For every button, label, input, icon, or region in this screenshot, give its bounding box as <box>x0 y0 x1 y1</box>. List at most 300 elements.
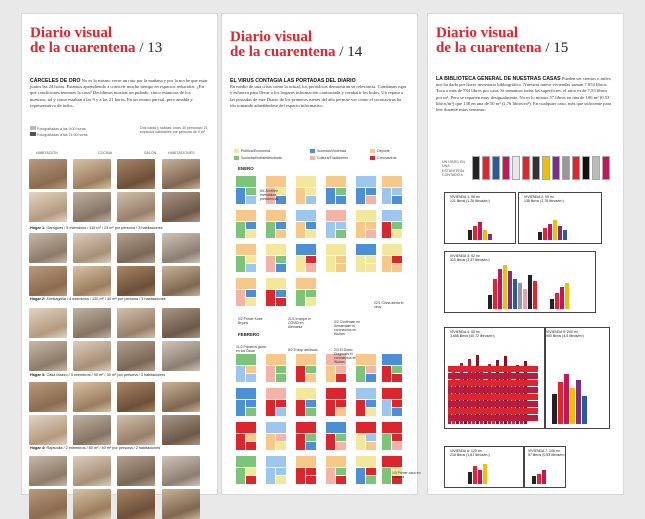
legend-swatch <box>310 149 315 153</box>
page-block <box>246 188 256 196</box>
front-page <box>236 456 256 484</box>
page-block <box>236 278 256 290</box>
legend-label: Sociedad/Infraestructuras <box>241 156 282 160</box>
room-photo <box>73 159 111 189</box>
page-block <box>276 290 286 298</box>
book-shelf-row <box>448 408 538 414</box>
front-page <box>236 244 256 272</box>
page-block <box>366 400 376 408</box>
front-page <box>356 176 376 204</box>
page-block <box>236 188 246 204</box>
page-block <box>366 222 376 230</box>
page-block <box>392 222 402 230</box>
front-page <box>356 210 376 238</box>
page-block <box>246 264 256 272</box>
page-block <box>382 244 402 256</box>
room-photo <box>162 382 200 412</box>
book-bar <box>523 289 527 309</box>
room-photo <box>117 192 155 222</box>
page-block <box>276 366 286 374</box>
month-label: ENERO <box>238 166 254 171</box>
front-page <box>326 210 346 238</box>
page-block <box>382 400 392 416</box>
front-page <box>356 388 376 416</box>
page-block <box>306 400 316 408</box>
room-photo <box>73 233 111 263</box>
page-block <box>246 476 256 484</box>
page-block <box>356 422 376 434</box>
front-page <box>296 456 316 484</box>
book-bar <box>548 224 552 240</box>
book-bar <box>537 474 541 484</box>
page-block <box>246 442 256 450</box>
page-block <box>336 442 346 450</box>
front-page <box>296 278 316 306</box>
book-spine <box>482 156 490 180</box>
column-header: HABITACIÓN <box>36 151 58 155</box>
front-page <box>266 244 286 272</box>
page-block <box>382 388 402 400</box>
book-bar <box>478 222 482 240</box>
book-spine <box>502 156 510 180</box>
page-block <box>296 222 306 238</box>
page-block <box>246 256 256 264</box>
page-block <box>306 290 316 298</box>
page-block <box>366 476 376 484</box>
room-photo <box>29 341 67 371</box>
room-photo <box>117 159 155 189</box>
page-block <box>266 434 276 450</box>
room-photo <box>117 382 155 412</box>
page-block <box>306 366 316 374</box>
page-block <box>336 196 346 204</box>
book-shelf-row <box>448 394 538 400</box>
page-block <box>356 456 376 468</box>
page-block <box>382 188 392 204</box>
page-block <box>336 264 346 272</box>
book-bar <box>468 472 472 484</box>
page-block <box>366 442 376 450</box>
page-block <box>296 468 306 484</box>
lead-paragraph: EL VIRUS CONTAGIA LAS PORTADAS DEL DIARIO En medio de una crisis como la actual, los periódicos demuestran su relevancia. Combinan rigor y esfuerzo para llevar a los hogares información contrastada y combatir los bulos. Un repaso a las portadas de este Diario de los primeros meses del año permite ver cómo el coronavirus ha ido tomando adueñándose del espacio informativo. <box>230 78 407 108</box>
legend-swatch <box>310 156 315 160</box>
page-block <box>382 366 392 382</box>
page-block <box>266 422 286 434</box>
page-block <box>276 264 286 272</box>
annotation: 3/2 Confirman en Amsterdam el coronavirus en Wuhan <box>334 320 361 336</box>
page-block <box>266 366 276 382</box>
front-page <box>266 278 286 306</box>
page-block <box>336 366 346 374</box>
book-bar <box>543 228 547 240</box>
book-bar <box>508 271 512 309</box>
front-page <box>326 456 346 484</box>
room-photo <box>29 233 67 263</box>
page-block <box>236 354 256 366</box>
book-bar <box>483 464 487 484</box>
page-block <box>236 388 256 400</box>
front-page <box>296 244 316 272</box>
page-block <box>336 476 346 484</box>
book-bar <box>570 388 575 424</box>
book-shelf-row <box>448 373 538 379</box>
page-block <box>306 468 316 476</box>
column-header: SALÓN <box>144 151 157 155</box>
page-block <box>366 256 376 264</box>
page-block <box>246 434 256 442</box>
page-block <box>236 256 246 272</box>
room-photo <box>117 233 155 263</box>
home-caption: Hogar 1: Garrigues / 5 miembros / 115 m² / 23 m² por persona / 3 habitaciones <box>30 226 163 230</box>
page-block <box>326 456 346 468</box>
page-block <box>236 290 246 306</box>
front-page <box>382 388 402 416</box>
room-photo <box>29 192 67 222</box>
front-page <box>296 176 316 204</box>
room-photo <box>29 415 67 445</box>
page-block <box>306 298 316 306</box>
page-block <box>356 176 376 188</box>
book-bar <box>473 226 477 240</box>
page-block <box>392 264 402 272</box>
page-block <box>382 422 402 434</box>
legend-swatch <box>234 156 239 160</box>
front-page <box>266 456 286 484</box>
book-bar <box>533 281 537 309</box>
page-block <box>296 256 306 272</box>
front-page <box>236 422 256 450</box>
page-block <box>336 468 346 476</box>
page-block <box>326 388 346 400</box>
page-block <box>326 434 336 450</box>
front-page <box>326 422 346 450</box>
page-block <box>266 400 276 416</box>
page-block <box>296 354 316 366</box>
home-name: VIVIENDA 1: 96 m² <box>450 195 480 199</box>
book-bar <box>488 234 492 240</box>
book-bar <box>513 279 517 309</box>
page-block <box>326 468 336 484</box>
page-block <box>392 408 402 416</box>
book-spine <box>602 156 610 180</box>
page-block <box>366 188 376 196</box>
room-photo <box>73 456 111 486</box>
page-block <box>392 374 402 382</box>
page-block <box>296 456 316 468</box>
legend-label: Deporte <box>377 149 390 153</box>
page-block <box>392 442 402 450</box>
page-block <box>236 210 256 222</box>
room-photo <box>73 341 111 371</box>
front-page <box>296 210 316 238</box>
home-detail: 57 libros (0,53 libros/m²) <box>528 453 566 457</box>
page-block <box>236 468 246 484</box>
room-photo <box>162 159 200 189</box>
page-block <box>266 468 276 484</box>
book-bar <box>503 265 507 309</box>
page-title: Diario visual de la cuarentena / 13 <box>30 25 163 56</box>
book-bar <box>528 275 532 309</box>
page-block <box>296 366 306 382</box>
page-block <box>392 366 402 374</box>
page-block <box>336 434 346 442</box>
front-page <box>236 388 256 416</box>
legend-label: Coronavirus <box>377 156 397 160</box>
book-spine <box>512 156 520 180</box>
front-page <box>236 176 256 204</box>
legend-label: Cultura/Tradiciones <box>317 156 349 160</box>
page-block <box>236 222 246 238</box>
page-block <box>296 176 316 188</box>
room-photo <box>29 456 67 486</box>
page-block <box>296 434 306 450</box>
room-photo <box>117 456 155 486</box>
page-block <box>296 244 316 256</box>
home-caption: Hogar 2: Ermitagaña / 4 miembros / 120 m² / 30 m² por persona / 3 habitaciones <box>30 297 166 301</box>
room-photo <box>117 308 155 338</box>
book-bar <box>542 470 546 484</box>
front-page <box>266 422 286 450</box>
page-title: Diario visual de la cuarentena / 15 <box>436 25 569 56</box>
page-block <box>392 400 402 408</box>
room-photo <box>73 489 111 519</box>
page-block <box>366 196 376 204</box>
front-page <box>236 278 256 306</box>
page-block <box>296 290 306 306</box>
column-header: COCINA <box>98 151 112 155</box>
page-block <box>366 374 376 382</box>
annotation: 21/1 Irrumpe el COVID en Alemania <box>288 317 311 329</box>
room-photo <box>162 233 200 263</box>
page-block <box>246 298 256 306</box>
page-block <box>382 434 392 450</box>
page-block <box>276 298 286 306</box>
page-block <box>236 244 256 256</box>
home-name: VIVIENDA 7: 106 m² <box>528 449 560 453</box>
book-bar <box>576 380 581 424</box>
page-block <box>266 354 286 366</box>
month-label: FEBRERO <box>238 332 260 337</box>
annotation: 8/1 Al rehén investidura presidencial <box>260 189 279 201</box>
room-photo <box>73 382 111 412</box>
page-block <box>382 256 392 272</box>
page-block <box>266 290 276 306</box>
front-page <box>382 210 402 238</box>
book-bar <box>478 470 482 484</box>
home-caption: Hogar 4: Rapsodia / 2 miembros / 80 m² / 40 m² por persona / 2 habitaciones <box>30 446 161 450</box>
home-caption: Hogar 3: Casa Mazzo / 3 miembros / 90 m² / 30 m² por persona / 3 habitaciones <box>30 373 166 377</box>
annotation: 21/2 Primeros gana en los Óscar <box>236 345 266 353</box>
page-block <box>266 256 276 272</box>
page-block <box>336 374 346 382</box>
front-page <box>236 354 256 382</box>
lead-paragraph: CÁRCELES DE ORO No es lo mismo verse un rato por la mañana y por la noche que estar juntos las 24 horas. Estamos aprendiendo a convivir mucho tiempo en espacios reducidos. ¿En qué condiciones tenemos la casa? Decidimos mostrar un puñado: cinco estancias de los nuestros, tal y como estaban a las 9 y a las 21 horas. En un retrato parcial, pero amable y representativo de todos. <box>30 78 208 108</box>
page-block <box>366 434 376 442</box>
room-photo <box>29 266 67 296</box>
page-block <box>326 422 346 434</box>
page-block <box>276 468 286 476</box>
page-block <box>276 222 286 230</box>
front-page <box>356 422 376 450</box>
page-block <box>276 230 286 238</box>
front-page <box>382 422 402 450</box>
page-block <box>382 222 392 238</box>
front-page <box>266 210 286 238</box>
page-block <box>236 366 246 382</box>
page-block <box>246 400 256 408</box>
page-block <box>356 388 376 400</box>
page-block <box>366 264 376 272</box>
page-block <box>236 400 246 416</box>
book-bar <box>563 230 567 240</box>
page-block <box>392 434 402 442</box>
book-bar <box>558 382 563 424</box>
page-block <box>336 256 346 264</box>
lead-paragraph: LA BIBLIOTECA GENERAL DE NUESTRAS CASAS Pueden ser cientos o miles, nos ha dado por hacer inventario bibliográfico. Nuestras nueve viviendas suman 7.054 libros. Toca a más de 784 libros por casa. Si sumamos todas las superficies, el ratio es de 7,55 libros por m². Pero se reparten muy desigualmente. No es lo mismo 57 libros en una de 106 m² (0,53 libros/m²) que 138 en una de 50 m² (2,76 libros/m²). En cualquier caso, más que suficiente para leer durante estas semanas. <box>436 76 612 113</box>
book-shelf-row <box>448 366 538 372</box>
page-block <box>356 434 366 450</box>
page-block <box>266 456 286 468</box>
page-block <box>356 210 376 222</box>
page-block <box>356 188 366 204</box>
book-bar <box>555 293 559 309</box>
room-photo <box>117 415 155 445</box>
book-shelf-row <box>448 401 538 407</box>
book-bar <box>538 232 542 240</box>
page-block <box>382 468 392 484</box>
home-name: VIVIENDA 6: 120 m² <box>450 449 482 453</box>
room-photo <box>29 382 67 412</box>
home-name: VIVIENDA 2: 50 m² <box>524 195 554 199</box>
annotation: 2/2 Primer Kobe Bryant <box>238 317 263 325</box>
book-spine <box>542 156 550 180</box>
page-block <box>326 188 336 204</box>
room-photo <box>162 192 200 222</box>
page-block <box>306 256 316 264</box>
page-block <box>306 188 316 196</box>
page-block <box>246 408 256 416</box>
page-block <box>382 210 402 222</box>
page-block <box>366 366 376 374</box>
book-bar <box>565 283 569 309</box>
legend-swatch <box>234 149 239 153</box>
legend-swatch <box>370 156 375 160</box>
page-block <box>236 176 256 188</box>
book-spine <box>532 156 540 180</box>
page-block <box>236 422 256 434</box>
page-block <box>392 188 402 196</box>
book-shelf-row <box>448 415 538 421</box>
page-block <box>296 388 316 400</box>
page-block <box>306 222 316 230</box>
page-block <box>276 434 286 442</box>
page-block <box>356 366 366 382</box>
room-photo <box>117 266 155 296</box>
page-block <box>276 400 286 408</box>
room-photo <box>73 192 111 222</box>
book-bar <box>468 230 472 240</box>
front-page <box>296 354 316 382</box>
room-photo <box>162 456 200 486</box>
home-detail: 138 libros (2,76 libros/m²) <box>524 199 564 203</box>
page-block <box>296 210 316 222</box>
front-page <box>326 176 346 204</box>
page-block <box>336 408 346 416</box>
page-block <box>266 388 286 400</box>
page-block <box>236 434 246 450</box>
home-detail: 218 libros (1,81 libros/m²) <box>450 453 490 457</box>
page-block <box>296 400 306 416</box>
page-block <box>326 400 336 416</box>
page-block <box>326 210 346 222</box>
page-block <box>366 468 376 476</box>
home-name: VIVIENDA 5: 200 m² <box>546 330 578 334</box>
page-block <box>276 476 286 484</box>
book-spine <box>472 156 480 180</box>
front-page <box>266 354 286 382</box>
front-page <box>266 388 286 416</box>
page-block <box>336 230 346 238</box>
column-header: HABITACIONES <box>168 151 195 155</box>
page-block <box>296 278 316 290</box>
room-photo <box>73 415 111 445</box>
page-block <box>306 196 316 204</box>
page-block <box>246 290 256 298</box>
front-page <box>382 456 402 484</box>
page-block <box>336 188 346 196</box>
page-block <box>266 176 286 188</box>
page-block <box>356 256 366 272</box>
legend-night: Fotografiadas a las 21:00 horas <box>30 132 88 137</box>
page-block <box>392 256 402 264</box>
front-page <box>296 388 316 416</box>
page-block <box>366 408 376 416</box>
book-spine <box>572 156 580 180</box>
room-photo <box>162 341 200 371</box>
book-spine <box>582 156 590 180</box>
home-detail: 310 libros (3,37 libros/m²) <box>450 258 490 262</box>
room-photo <box>29 159 67 189</box>
page-block <box>306 476 316 484</box>
legend-label: Sucesos/Violencia <box>317 149 347 153</box>
room-photo <box>162 308 200 338</box>
page-block <box>326 256 336 272</box>
page-block <box>306 374 316 382</box>
page-block <box>326 366 336 382</box>
page-block <box>246 468 256 476</box>
page-block <box>306 408 316 416</box>
page-block <box>306 230 316 238</box>
home-detail: 3.658 libros (40,72 libros/m²) <box>450 334 495 338</box>
room-photo <box>162 415 200 445</box>
front-page <box>296 422 316 450</box>
room-photo <box>73 308 111 338</box>
spine-label: UN LIBRO EN UNA ESTANTERÍA CONTADO A <box>442 160 465 178</box>
page-block <box>266 244 286 256</box>
room-photo <box>162 489 200 519</box>
page-block <box>246 196 256 204</box>
home-name: VIVIENDA 3: 92 m² <box>450 254 480 258</box>
page-block <box>296 188 306 204</box>
page-block <box>306 442 316 450</box>
book-bar <box>558 226 562 240</box>
book-bar <box>560 287 564 309</box>
page-block <box>276 256 286 264</box>
annotation: 22/1 China alerta el virus <box>374 301 404 309</box>
page-block <box>366 230 376 238</box>
photo-note: Dos caras y salidas: unas 30 personas: 21 espacios habitables por persona de 9 m² <box>140 126 208 135</box>
page-block <box>266 278 286 290</box>
